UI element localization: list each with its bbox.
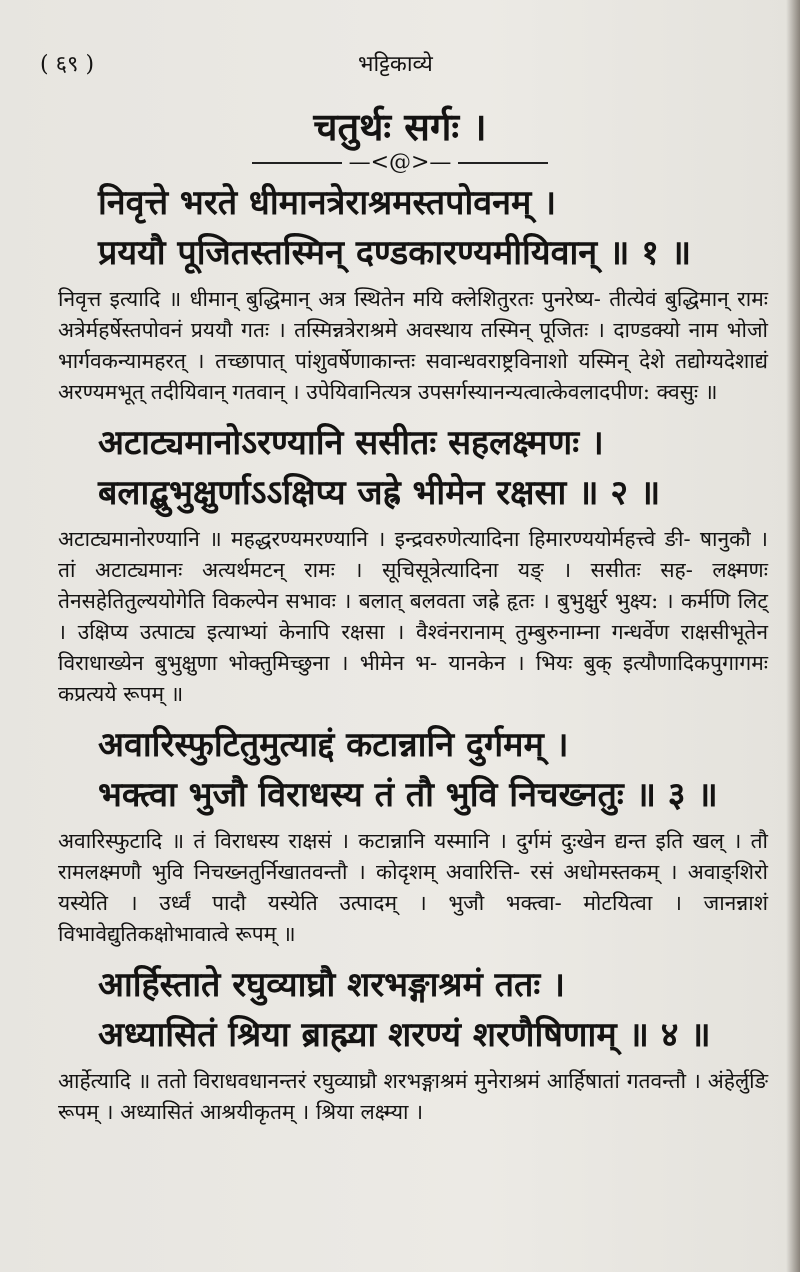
verse [58, 418, 768, 518]
commentary: निवृत्त इत्यादि ॥ धीमान् बुद्धिमान् अत्र स्थितेन मयि क्लेशितुरतः पुनरेष्य- तीत्येवं बुद्धिमान् रामः अत्रेर्महर्षेस्तपोवनं प्रययौ गतः । तस्मिन्नत्रेराश्रमे अवस्थाय तस्मिन् पूजितः । दाण्डक्यो नाम भोजो भार्गवकन्यामहरत् । तच्छापात् पांशुवर्षेणाकान्तः सवान्धवराष्ट्रविनाशो यस्मिन् देशे तद्योग्यदेशाद्यं अरण्यमभूत् तदीयिवान् गतवान् । उपेयिवानित्यत्र उपसर्गस्यानन्यत्वात्केवलादपीण: क्वसुः ॥ [58, 287, 768, 404]
section-4 [58, 960, 768, 1128]
commentary: आर्हेत्यादि ॥ ततो विराधवधानन्तरं रघुव्याघ्रौ शरभङ्गाश्रमं मुनेराश्रमं आर्हिषातां गतवन्तौ । अंहेर्लुङि रूपम् । अध्यासितं आश्रयीकृतम् । श्रिया लक्ष्म्या । [58, 1069, 768, 1124]
verse [58, 720, 768, 820]
section-1 [58, 178, 768, 408]
ornament-divider [0, 150, 800, 175]
verse [58, 178, 768, 278]
ornament-glyph: —<@>— [348, 150, 452, 175]
page-header [28, 44, 760, 84]
section-3 [58, 720, 768, 950]
commentary: अटाट्यमानोरण्यानि ॥ महद्धरण्यमरण्यानि । इन्द्रवरुणेत्यादिना हिमारण्ययोर्महत्त्वे ङी- षानुकौ । तां अटाट्यमानः अत्यर्थमटन् रामः । सूचिसूत्रेत्यादिना यङ् । ससीतः सह- लक्ष्मणः तेनसहेतितुल्ययोगेति विकल्पेन सभावः । बलात् बलवता जह्रे हृतः । बुभुक्षुर्र भुक्ष्य: । कर्मणि लिट् । उक्षिप्य उत्पाट्य इत्याभ्यां केनापि रक्षसा । वैश्वंनरानाम् तुम्बुरुनाम्ना गन्धर्वेण राक्षसीभूतेन विराधाख्येन बुभुक्षुणा भोक्तुमिच्छुना । भीमेन भ- यानकेन । भियः बुक् इत्यौणादिकपुगागमः कप्रत्यये रूपम् ॥ [58, 527, 768, 706]
verse-line: आर्हिस्ताते रघुव्याघ्रौ शरभङ्गाश्रमं ततः । [98, 965, 565, 1005]
running-title: भट्टिकाव्ये [358, 52, 433, 77]
verse-line: बलाद्बुभुक्षुर्णाऽऽक्षिप्य जह्रे भीमेन रक्षसा ॥ २ ॥ [98, 473, 661, 513]
verse-line: निवृत्ते भरते धीमानत्रेराश्रमस्तपोवनम् । [98, 183, 557, 223]
verse-line: भक्त्वा भुजौ विराधस्य तं तौ भुवि निचख्नतुः ॥ ३ ॥ [98, 775, 718, 815]
verse-line: अटाट्यमानोऽरण्यानि ससीतः सहलक्ष्मणः । [98, 423, 604, 463]
verse-line: प्रययौ पूजितस्तस्मिन् दण्डकारण्यमीयिवान् ॥ १ ॥ [98, 233, 692, 273]
verse [58, 960, 768, 1060]
text-body [58, 178, 768, 1138]
canto-title: चतुर्थः सर्गः । [313, 104, 487, 149]
section-2 [58, 418, 768, 710]
ornament-rule-left [252, 162, 342, 164]
verse-line: अवारिस्फुटितुमुत्याद्दं कटान्नानि दुर्गमम् । [98, 725, 569, 765]
page-edge-shadow [786, 0, 800, 1272]
ornament-rule-right [458, 162, 548, 164]
commentary: अवारिस्फुटादि ॥ तं विराधस्य राक्षसं । कटान्नानि यस्मानि । दुर्गमं दुःखेन द्यन्त इति खल् । तौ रामलक्ष्मणौ भुवि निचख्नतुर्निखातवन्तौ । कोदृशम् अवारित्ति- रसं अधोमस्तकम् । अवाङ्शिरो यस्येति । उर्ध्वं पादौ यस्येति उत्पादम् । भुजौ भक्त्वा- मोटयित्वा । जानन्नाशं विभावेद्युतिकक्षोभावात्वे रूपम् ॥ [58, 829, 768, 946]
page-number: ( ६९ ) [40, 52, 95, 77]
verse-line: अध्यासितं श्रिया ब्राह्म्या शरण्यं शरणैषिणाम् ॥ ४ ॥ [98, 1015, 711, 1055]
